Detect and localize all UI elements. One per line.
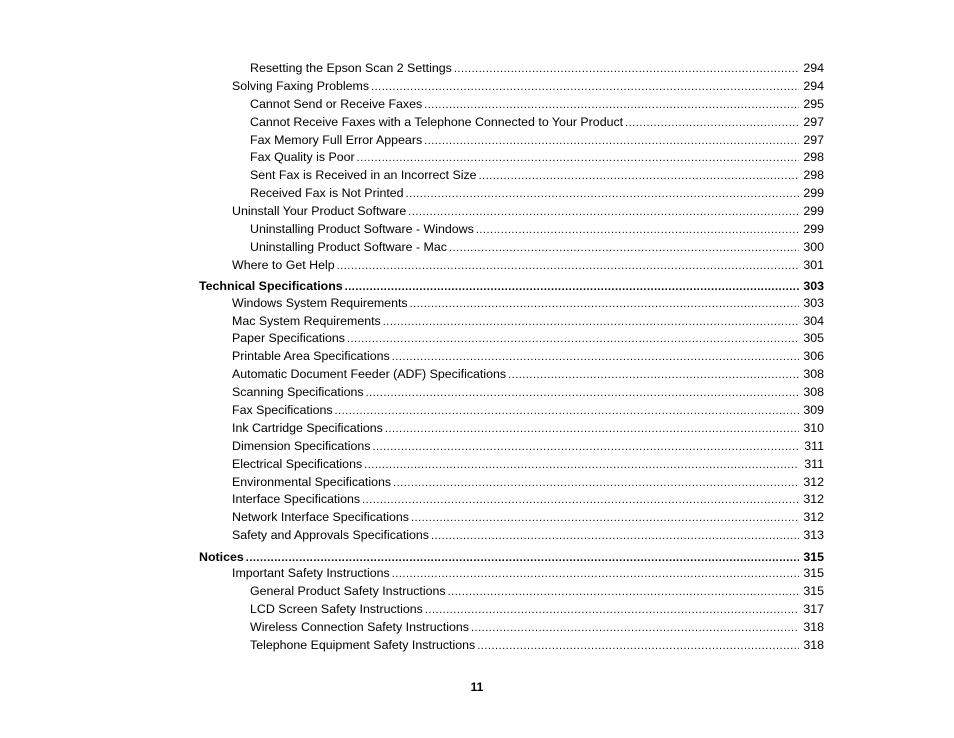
toc-entry-row: [232, 348, 824, 367]
dot-leader: [431, 528, 799, 546]
toc-entry-page: 294: [803, 61, 824, 75]
dot-leader: [477, 638, 799, 656]
toc-entry-page: 310: [803, 420, 824, 435]
dot-leader: [479, 168, 799, 186]
toc-entry-title: Resetting the Epson Scan 2 Settings: [250, 61, 452, 75]
dot-leader: [449, 240, 799, 258]
toc-entry-page: 303: [803, 279, 824, 294]
toc-entry-row: [250, 132, 824, 151]
toc-entry-page: 312: [803, 474, 824, 489]
toc-entry-page: 305: [803, 331, 824, 346]
toc-entry-row: [232, 78, 824, 97]
toc-entry[interactable]: [0, 420, 954, 438]
toc-entry-row: [250, 583, 824, 602]
toc-entry-title: Cannot Send or Receive Faxes: [250, 96, 423, 111]
page-number: 11: [470, 680, 484, 694]
toc-entry-row: [250, 619, 824, 638]
toc-entry-title: Fax Specifications: [232, 403, 333, 418]
toc-entry-page: 308: [803, 367, 824, 382]
toc-entry-title: Safety and Approvals Specifications: [232, 528, 429, 543]
toc-entry[interactable]: [0, 330, 954, 348]
toc-entry-title: Fax Memory Full Error Appears: [250, 132, 423, 147]
toc-entry-page: 298: [803, 150, 824, 165]
dot-leader: [392, 349, 799, 367]
toc-entry-page: 297: [803, 132, 824, 147]
toc-entry-row: [250, 637, 824, 656]
toc-entry[interactable]: [0, 257, 954, 275]
toc-entry-row: [250, 185, 824, 204]
toc-entry-row: [232, 330, 824, 349]
toc-entry[interactable]: [0, 509, 954, 527]
toc-entry-row: [232, 438, 824, 457]
toc-entry-title: Electrical Specifications: [232, 456, 363, 471]
dot-leader: [347, 331, 799, 349]
dot-leader: [424, 133, 799, 151]
dot-leader: [408, 204, 799, 222]
toc-entry-title: Interface Specifications: [232, 492, 361, 507]
toc-entry[interactable]: [0, 601, 954, 619]
dot-leader: [508, 367, 799, 385]
toc-entry[interactable]: [0, 132, 954, 150]
toc-entry-row: [232, 295, 824, 314]
toc-entry-row: [232, 456, 824, 475]
toc-entry-title: Uninstall Your Product Software: [232, 204, 407, 219]
toc-entry-title: Technical Specifications: [199, 279, 343, 294]
toc-entry-row: [232, 509, 824, 528]
toc-entry-page: 311: [804, 456, 824, 471]
toc-entry-row: [232, 384, 824, 403]
dot-leader: [335, 403, 799, 421]
dot-leader: [393, 475, 799, 493]
toc-entry-page: 311: [804, 438, 824, 453]
toc-entry-row: [250, 601, 824, 620]
toc-entry-row: [250, 239, 824, 258]
table-of-contents: [0, 60, 954, 655]
dot-leader: [371, 79, 799, 97]
toc-entry-title: Cannot Receive Faxes with a Telephone Connected to Your Product: [250, 114, 624, 129]
toc-entry-title: Network Interface Specifications: [232, 510, 409, 525]
dot-leader: [471, 620, 799, 638]
toc-entry-title: Ink Cartridge Specifications: [232, 420, 383, 435]
toc-entry-row: [232, 203, 824, 222]
toc-entry-title: Solving Faxing Problems: [232, 78, 370, 93]
toc-entry-page: 315: [803, 549, 824, 564]
dot-leader: [385, 421, 799, 439]
toc-entry-page: 299: [803, 186, 824, 201]
dot-leader: [454, 61, 799, 79]
dot-leader: [372, 439, 799, 457]
toc-entry-title: Fax Quality is Poor: [250, 150, 355, 165]
toc-entry-row: [232, 402, 824, 421]
toc-entry-title: Dimension Specifications: [232, 438, 371, 453]
toc-entry-page: 309: [803, 403, 824, 418]
dot-leader: [411, 510, 799, 528]
toc-entry-row: [250, 60, 824, 79]
toc-entry-title: Telephone Equipment Safety Instructions: [250, 637, 476, 652]
dot-leader: [362, 492, 799, 510]
toc-entry[interactable]: [0, 203, 954, 221]
toc-entry-row: [250, 96, 824, 115]
toc-entry-page: 299: [803, 204, 824, 219]
dot-leader: [476, 222, 799, 240]
toc-entry[interactable]: [0, 456, 954, 474]
toc-entry[interactable]: [0, 221, 954, 239]
toc-entry[interactable]: [0, 491, 954, 509]
toc-entry-title: Scanning Specifications: [232, 385, 364, 400]
toc-entry-row: [232, 527, 824, 546]
toc-entry[interactable]: [0, 185, 954, 203]
toc-entry-row: [232, 366, 824, 385]
dot-leader: [424, 97, 799, 115]
toc-entry-page: 295: [803, 96, 824, 111]
dot-leader: [625, 115, 799, 133]
toc-entry-page: 299: [803, 222, 824, 237]
toc-entry-title: Automatic Document Feeder (ADF) Specifications: [232, 367, 507, 382]
toc-entry-row: [232, 565, 824, 584]
toc-entry-row: [250, 221, 824, 240]
toc-entry-row: [250, 114, 824, 133]
toc-entry-row: [232, 257, 824, 276]
toc-entry-title: Windows System Requirements: [232, 295, 408, 310]
toc-entry-title: Wireless Connection Safety Instructions: [250, 619, 469, 634]
toc-entry-row: [232, 491, 824, 510]
dot-leader: [392, 566, 799, 584]
toc-entry[interactable]: [0, 384, 954, 402]
toc-entry[interactable]: [0, 402, 954, 420]
toc-entry-page: 294: [803, 78, 824, 93]
toc-entry[interactable]: [0, 60, 954, 78]
toc-entry-title: Notices: [199, 549, 244, 564]
toc-entry[interactable]: [0, 438, 954, 456]
dot-leader: [366, 385, 799, 403]
toc-entry-page: 312: [803, 492, 824, 507]
toc-entry-page: 308: [803, 385, 824, 400]
toc-entry-title: Environmental Specifications: [232, 474, 392, 489]
toc-entry[interactable]: [0, 637, 954, 655]
toc-entry[interactable]: [0, 149, 954, 167]
toc-entry-title: Where to Get Help: [232, 257, 335, 272]
toc-entry-page: 297: [803, 114, 824, 129]
toc-entry-title: Paper Specifications: [232, 331, 345, 346]
toc-entry-title: Mac System Requirements: [232, 313, 381, 328]
toc-entry-row: [250, 167, 824, 186]
toc-entry[interactable]: [0, 527, 954, 545]
toc-entry[interactable]: [0, 295, 954, 313]
toc-entry-title: Important Safety Instructions: [232, 566, 390, 581]
toc-entry[interactable]: [0, 474, 954, 492]
toc-entry-title: General Product Safety Instructions: [250, 584, 446, 599]
toc-entry[interactable]: [0, 348, 954, 366]
dot-leader: [410, 296, 799, 314]
toc-entry-title: Uninstalling Product Software - Windows: [250, 222, 474, 237]
toc-entry-title: Received Fax is Not Printed: [250, 186, 404, 201]
toc-entry[interactable]: [0, 619, 954, 637]
dot-leader: [383, 314, 799, 332]
toc-entry[interactable]: [0, 313, 954, 331]
toc-entry-page: 318: [803, 619, 824, 634]
toc-entry-title: Sent Fax is Received in an Incorrect Size: [250, 168, 477, 183]
dot-leader: [357, 150, 799, 168]
toc-entry-page: 317: [803, 601, 824, 616]
toc-entry[interactable]: [0, 366, 954, 384]
toc-entry-row: [232, 420, 824, 439]
toc-entry-page: 318: [803, 637, 824, 652]
toc-entry-page: 303: [803, 295, 824, 310]
toc-section-heading[interactable]: [0, 547, 954, 568]
toc-entry-page: 313: [803, 528, 824, 543]
dot-leader: [337, 258, 799, 276]
toc-entry[interactable]: [0, 239, 954, 257]
toc-entry-page: 300: [803, 239, 824, 254]
toc-entry[interactable]: [0, 583, 954, 601]
toc-entry-page: 304: [803, 313, 824, 328]
toc-entry-page: 306: [803, 349, 824, 364]
dot-leader: [448, 584, 799, 602]
toc-entry[interactable]: [0, 114, 954, 132]
toc-entry-page: 315: [803, 584, 824, 599]
toc-entry-row: [232, 313, 824, 332]
dot-leader: [364, 457, 799, 475]
toc-section-heading[interactable]: [0, 276, 954, 297]
toc-entry-title: Printable Area Specifications: [232, 349, 390, 364]
toc-entry[interactable]: [0, 167, 954, 185]
dot-leader: [425, 602, 799, 620]
toc-entry-page: 312: [803, 510, 824, 525]
toc-entry-title: Uninstalling Product Software - Mac: [250, 239, 447, 254]
toc-entry-page: 315: [803, 566, 824, 581]
toc-entry-row: [232, 474, 824, 493]
toc-entry[interactable]: [0, 78, 954, 96]
dot-leader: [406, 186, 799, 204]
toc-entry-title: LCD Screen Safety Instructions: [250, 601, 423, 616]
toc-entry-page: 301: [803, 257, 824, 272]
toc-entry[interactable]: [0, 565, 954, 583]
toc-entry-page: 298: [803, 168, 824, 183]
toc-entry-row: [250, 149, 824, 168]
toc-entry[interactable]: [0, 96, 954, 114]
